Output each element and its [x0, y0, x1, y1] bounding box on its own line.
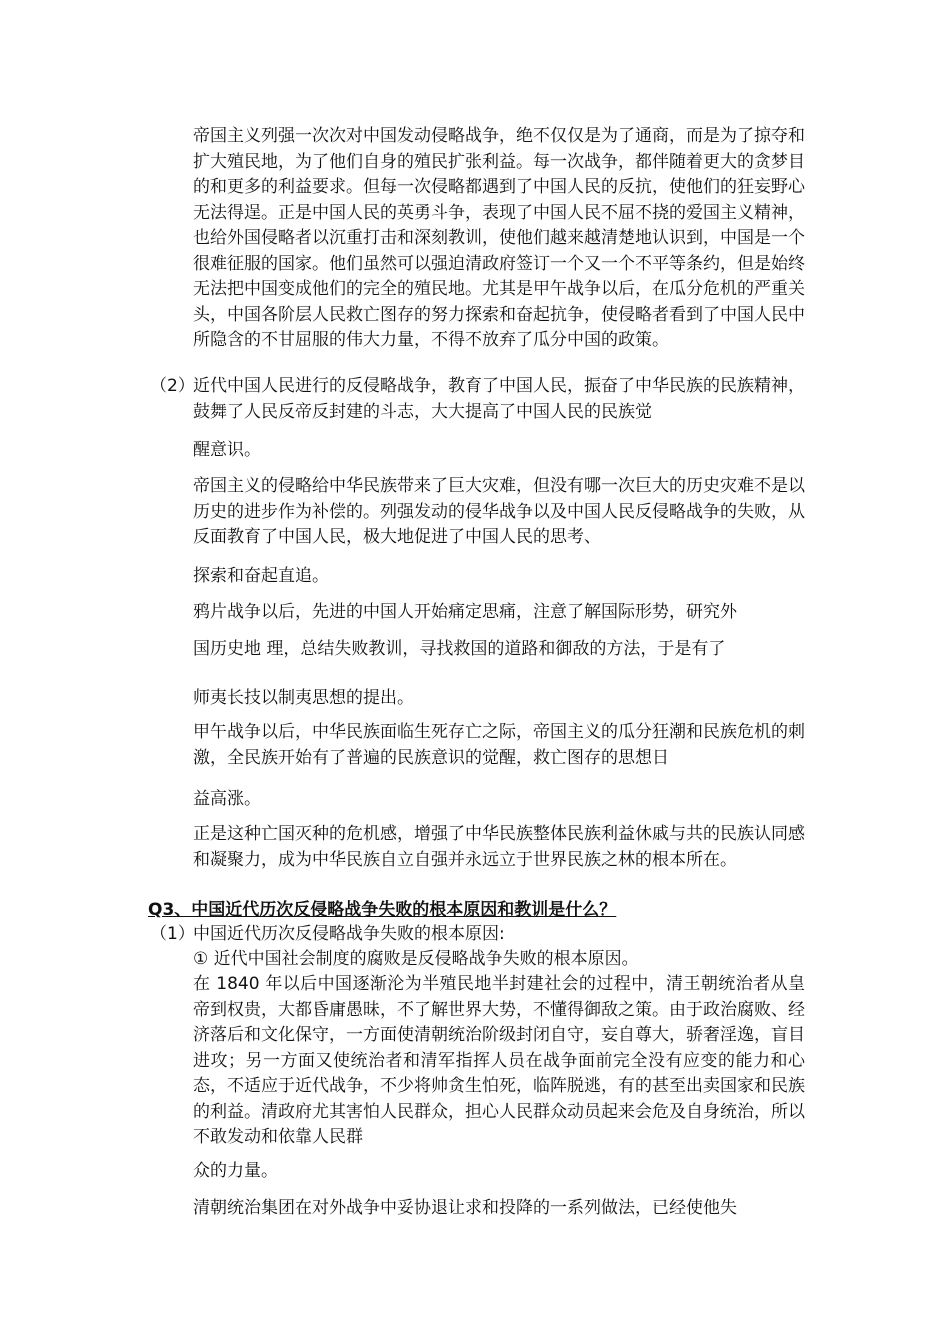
paragraph-item-2-cont: 醒意识。: [193, 440, 261, 460]
paragraph-item-2: 近代中国人民进行的反侵略战争，教育了中国人民，振奋了中华民族的民族精神，鼓舞了人民反帝反封建的斗志，大大提高了中国人民的民族觉: [193, 376, 805, 422]
item-label-2: （2）: [150, 376, 195, 396]
paragraph-root-cause-title: 中国近代历次反侵略战争失败的根本原因:: [193, 924, 505, 944]
paragraph-opium-war: 鸦片战争以后，先进的中国人开始痛定思痛，注意了解国际形势，研究外: [193, 602, 737, 622]
question-heading-q3: Q3、中国近代历次反侵略战争失败的根本原因和教训是什么？: [148, 900, 617, 920]
paragraph-qing-compromise: 清朝统治集团在对外战争中妥协退让求和投降的一系列做法，已经使他失: [193, 1198, 737, 1218]
paragraph-qing-corruption-cont: 众的力量。: [193, 1161, 278, 1181]
paragraph-opium-war-line3: 师夷长技以制夷思想的提出。: [193, 688, 414, 708]
paragraph-imperialist-wars: 帝国主义列强一次次对中国发动侵略战争，绝不仅仅是为了通商，而是为了掠夺和扩大殖民地，为了他们自身的殖民扩张利益。每一次战争，都伴随着更大的贪梦目的和更多的利益要求。但每一次侵略都遇到了中国人民的反抗，使他们的狂妄野心无法得逞。正是中国人民的英勇斗争，表现了中国人民不屈不挠的爱国主义精神，也给外国侵略者以沉重打击和深刻教训，使他们越来越清楚地认识到，中国是一个很难征服的国家。他们虽然可以强迫清政府签订一个又一个不平等条约，但是始终无法把中国变成他们的完全的殖民地。尤其是甲午战争以后，在瓜分危机的严重关头，中国各阶层人民救亡图存的努力探索和奋起抗争，使侵略者看到了中国人民中所隐含的不甘屈服的伟大力量，不得不放弃了瓜分中国的政策。: [193, 126, 805, 350]
paragraph-national-identity: 正是这种亡国灭种的危机感，增强了中华民族整体民族利益休戚与共的民族认同感和凝聚力，成为中华民族自立自强并永远立于世界民族之林的根本所在。: [193, 824, 805, 870]
paragraph-disaster-progress: 帝国主义的侵略给中华民族带来了巨大灾难，但没有哪一次巨大的历史灾难不是以历史的进步作为补偿的。列强发动的侵华战争以及中国人民反侵略战争的失败，从反面教育了中国人民，极大地促进了中国人民的思考、: [193, 476, 805, 547]
item-label-1: （1）: [150, 924, 195, 944]
paragraph-sino-japanese-war-cont: 益高涨。: [193, 789, 261, 809]
paragraph-sino-japanese-war: 甲午战争以后，中华民族面临生死存亡之际，帝国主义的瓜分狂潮和民族危机的刺激，全民族开始有了普遍的民族意识的觉醒，救亡图存的思想日: [193, 722, 805, 768]
paragraph-root-cause-point-1: ① 近代中国社会制度的腐败是反侵略战争失败的根本原因。: [193, 949, 639, 969]
paragraph-disaster-progress-cont: 探索和奋起直追。: [193, 566, 329, 586]
paragraph-opium-war-line2: 国历史地 理，总结失败教训，寻找救国的道路和御敌的方法，于是有了: [193, 639, 726, 659]
paragraph-qing-corruption: 在 1840 年以后中国逐渐沦为半殖民地半封建社会的过程中，清王朝统治者从皇帝到权贵，大都昏庸愚昧，不了解世界大势，不懂得御敌之策。由于政治腐败、经济落后和文化保守，一方面使清朝统治阶级封闭自守，妄自尊大，骄奢淫逸，盲目进攻；另一方面又使统治者和清军指挥人员在战争面前完全没有应变的能力和心态，不适应于近代战争，不少将帅贪生怕死，临阵脱逃，有的甚至出卖国家和民族的利益。清政府尤其害怕人民群众，担心人民群众动员起来会危及自身统治，所以不敢发动和依靠人民群: [193, 974, 805, 1147]
